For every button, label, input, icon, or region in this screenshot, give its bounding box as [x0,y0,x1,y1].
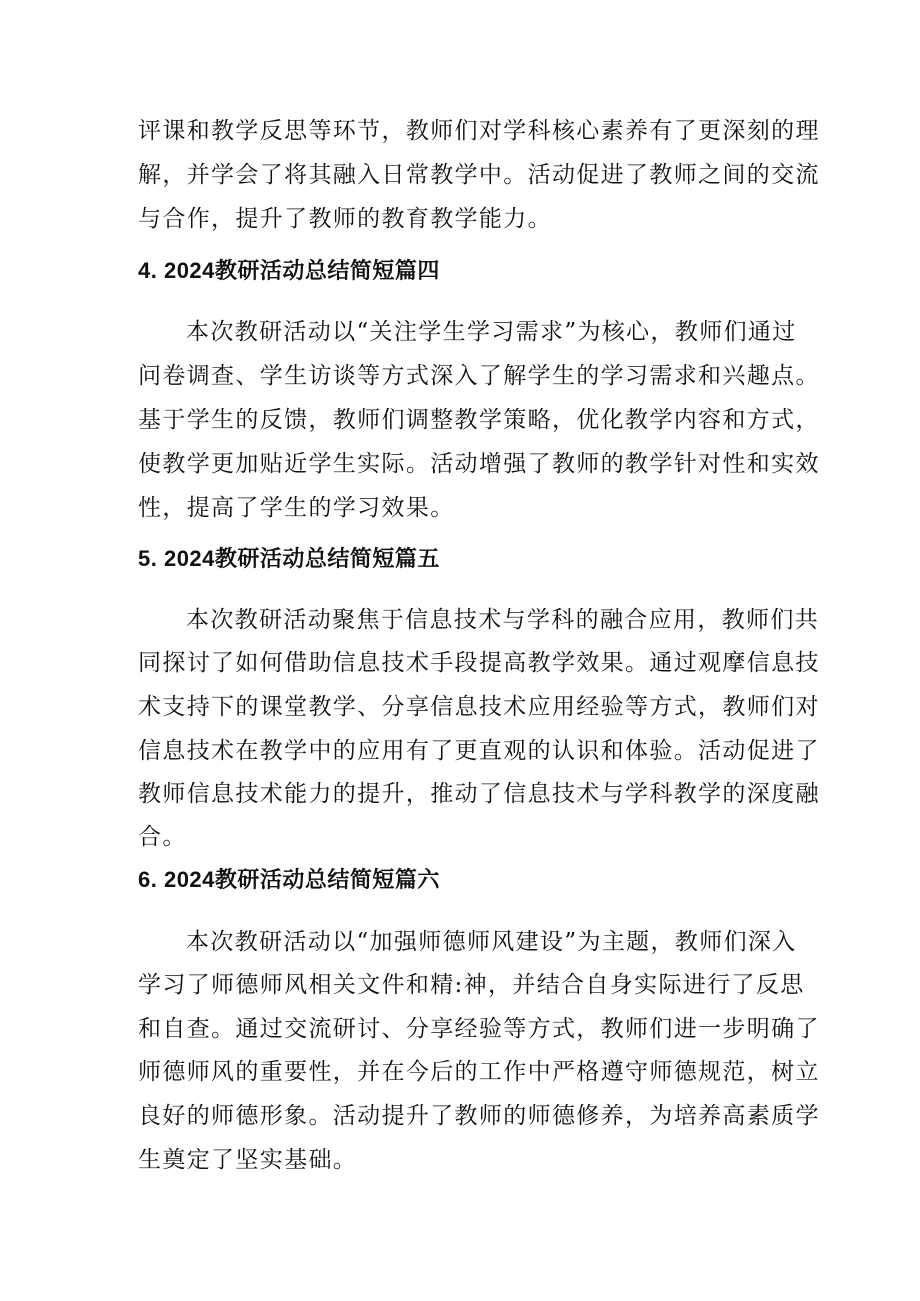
paragraph-line: 生奠定了坚实基础。 [138,1147,358,1173]
paragraph-line: 问卷调查、学生访谈等方式深入了解学生的学习需求和兴趣点。 [138,363,820,389]
paragraph-line: 合。 [138,824,187,850]
paragraph-line: 与合作，提升了教师的教育教学能力。 [138,206,552,232]
paragraph-line: 性，提高了学生的学习效果。 [138,495,455,521]
paragraph-line: 本次教研活动聚焦于信息技术与学科的融合应用，教师们共 [186,607,820,633]
paragraph-line: 评课和教学反思等环节，教师们对学科核心素养有了更深刻的理 [138,118,820,144]
paragraph-line: 使教学更加贴近学生实际。活动增强了教师的教学针对性和实效 [138,451,820,477]
paragraph-line: 良好的师德形象。活动提升了教师的师德修养，为培养高素质学 [138,1103,820,1129]
paragraph-line: 师德师风的重要性，并在今后的工作中严格遵守师德规范，树立 [138,1059,820,1085]
paragraph-line: 信息技术在教学中的应用有了更直观的认识和体验。活动促进了 [138,738,820,764]
paragraph-line: 教师信息技术能力的提升，推动了信息技术与学科教学的深度融 [138,781,820,807]
section-heading: 4. 2024教研活动总结简短篇四 [138,258,440,283]
section-heading: 6. 2024教研活动总结简短篇六 [138,867,440,892]
paragraph-line: 术支持下的课堂教学、分享信息技术应用经验等方式，教师们对 [138,694,820,720]
section-heading: 5. 2024教研活动总结简短篇五 [138,546,440,571]
paragraph-line: 同探讨了如何借助信息技术手段提高教学效果。通过观摩信息技 [138,650,820,676]
paragraph-line: 和自查。通过交流研讨、分享经验等方式，教师们进一步明确了 [138,1016,820,1042]
paragraph-line: 本次教研活动以“加强师德师风建设”为主题，教师们深入 [186,929,797,955]
paragraph-line: 基于学生的反馈，教师们调整教学策略，优化教学内容和方式， [138,407,820,433]
paragraph-line: 学习了师德师风相关文件和精:神，并结合自身实际进行了反思 [138,972,805,998]
paragraph-line: 解，并学会了将其融入日常教学中。活动促进了教师之间的交流 [138,162,820,188]
paragraph-line: 本次教研活动以“关注学生学习需求”为核心，教师们通过 [186,319,797,345]
